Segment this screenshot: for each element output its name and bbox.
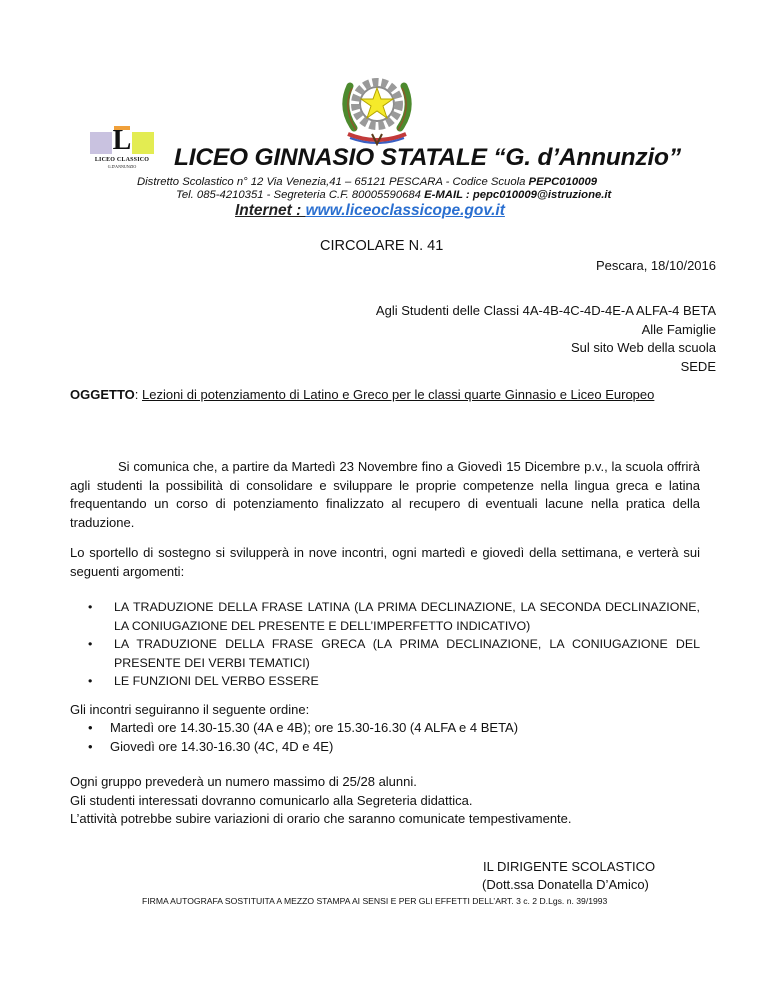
address-line-2 [176,189,611,201]
email: E-MAIL : pepc010009@istruzione.it [424,189,612,201]
website-link[interactable]: www.liceoclassicope.gov.it [305,202,505,219]
subject-separator: : [134,387,142,402]
schedule-list [88,719,700,756]
topic-text: LA TRADUZIONE DELLA FRASE GRECA (LA PRIMA DECLINAZIONE, LA CONIUGAZIONE DEL PRESENTE DEI VERBI TEMATICI) [114,637,700,670]
website-line [235,202,505,220]
logo-yellow-square [132,132,154,154]
recipient: Alle Famiglie [641,321,716,337]
bullet-icon: • [88,738,93,754]
logo-lilac-square [90,132,112,154]
signature-title: IL DIRIGENTE SCOLASTICO [483,859,656,874]
bullet-icon: • [88,720,93,735]
school-logo [84,126,170,172]
bullet-icon: • [88,674,93,688]
subject-text: Lezioni di potenziamento di Latino e Greco per le classi quarte Ginnasio e Liceo Europeo [142,387,655,402]
signature-name: (Dott.ssa Donatella D’Amico) [482,877,649,892]
paragraph-topics-intro: Lo sportello di sostegno si svilupperà in nove incontri, ogni martedì e giovedì della settimana, e verterà sui seguenti argomenti: [70,545,700,579]
closing-notes [70,773,700,829]
topic-text: LA TRADUZIONE DELLA FRASE LATINA (LA PRIMA DECLINAZIONE, LA SECONDA DECLINAZIONE, LA CONIUGAZIONE DEL PRESENTE E DELL’IMPERFETTO INDICATIVO) [114,600,700,633]
list-item [88,672,700,691]
subject [70,386,700,405]
internet-label: Internet : [235,202,306,219]
paragraph-intro [70,458,700,532]
logo-subtext: G.D'ANNUNZIO [107,164,137,169]
recipient: Agli Studenti delle Classi 4A-4B-4C-4D-4E-A ALFA-4 BETA [375,303,716,318]
logo-letter: L [112,125,132,156]
contact-text: Tel. 085-4210351 - Segreteria C.F. 80005590684 [176,189,425,201]
list-item [88,738,700,757]
topics-list [88,598,700,691]
place-date: Pescara, 18/10/2016 [596,258,716,273]
logo-text: LICEO CLASSICO [94,157,150,163]
address-line-1 [137,176,597,188]
school-name: LICEO GINNASIO STATALE “G. d’Annunzio” [174,144,681,171]
list-item [88,598,700,635]
recipient: Sul sito Web della scuola [570,340,716,355]
schedule-intro: Gli incontri seguiranno il seguente ordine: [70,702,310,717]
italian-republic-emblem-icon [332,68,422,152]
circular-number: CIRCOLARE N. 41 [320,238,444,254]
closing-line: L’attività potrebbe subire variazioni di orario che saranno comunicate tempestivamente. [70,811,572,826]
signature-footnote: FIRMA AUTOGRAFA SOSTITUITA A MEZZO STAMPA AI SENSI E PER GLI EFFETTI DELL’ART. 3 c. 2 D.Lgs. n. 39/1993 [142,896,608,906]
topic-text: LE FUNZIONI DEL VERBO ESSERE [114,674,319,688]
subject-label: OGGETTO [70,387,135,402]
school-code: PEPC010009 [528,176,598,188]
recipients [376,302,716,376]
bullet-icon: • [88,600,93,614]
address-text: Distretto Scolastico n° 12 Via Venezia,41 – 65121 PESCARA - Codice Scuola [137,176,529,188]
list-item [88,635,700,672]
bullet-icon: • [88,637,93,651]
schedule-text: Giovedì ore 14.30-16.30 (4C, 4D e 4E) [110,738,334,754]
recipient: SEDE [680,358,716,374]
closing-line: Ogni gruppo prevederà un numero massimo di 25/28 alunni. [70,774,417,789]
paragraph-intro-text: Si comunica che, a partire da Martedì 23 Novembre fino a Giovedì 15 Dicembre p.v., la scuola offrirà agli studenti la possibilità di consolidare e sviluppare le proprie competenze nella lingua greca e latina frequentando un corso di potenziamento finalizzato al recupero di eventuali lacune nella pratica della traduzione. [70,459,700,530]
list-item [88,719,700,738]
closing-line: Gli studenti interessati dovranno comunicarlo alla Segreteria didattica. [70,792,473,808]
schedule-text: Martedì ore 14.30-15.30 (4A e 4B); ore 15.30-16.30 (4 ALFA e 4 BETA) [110,720,519,735]
